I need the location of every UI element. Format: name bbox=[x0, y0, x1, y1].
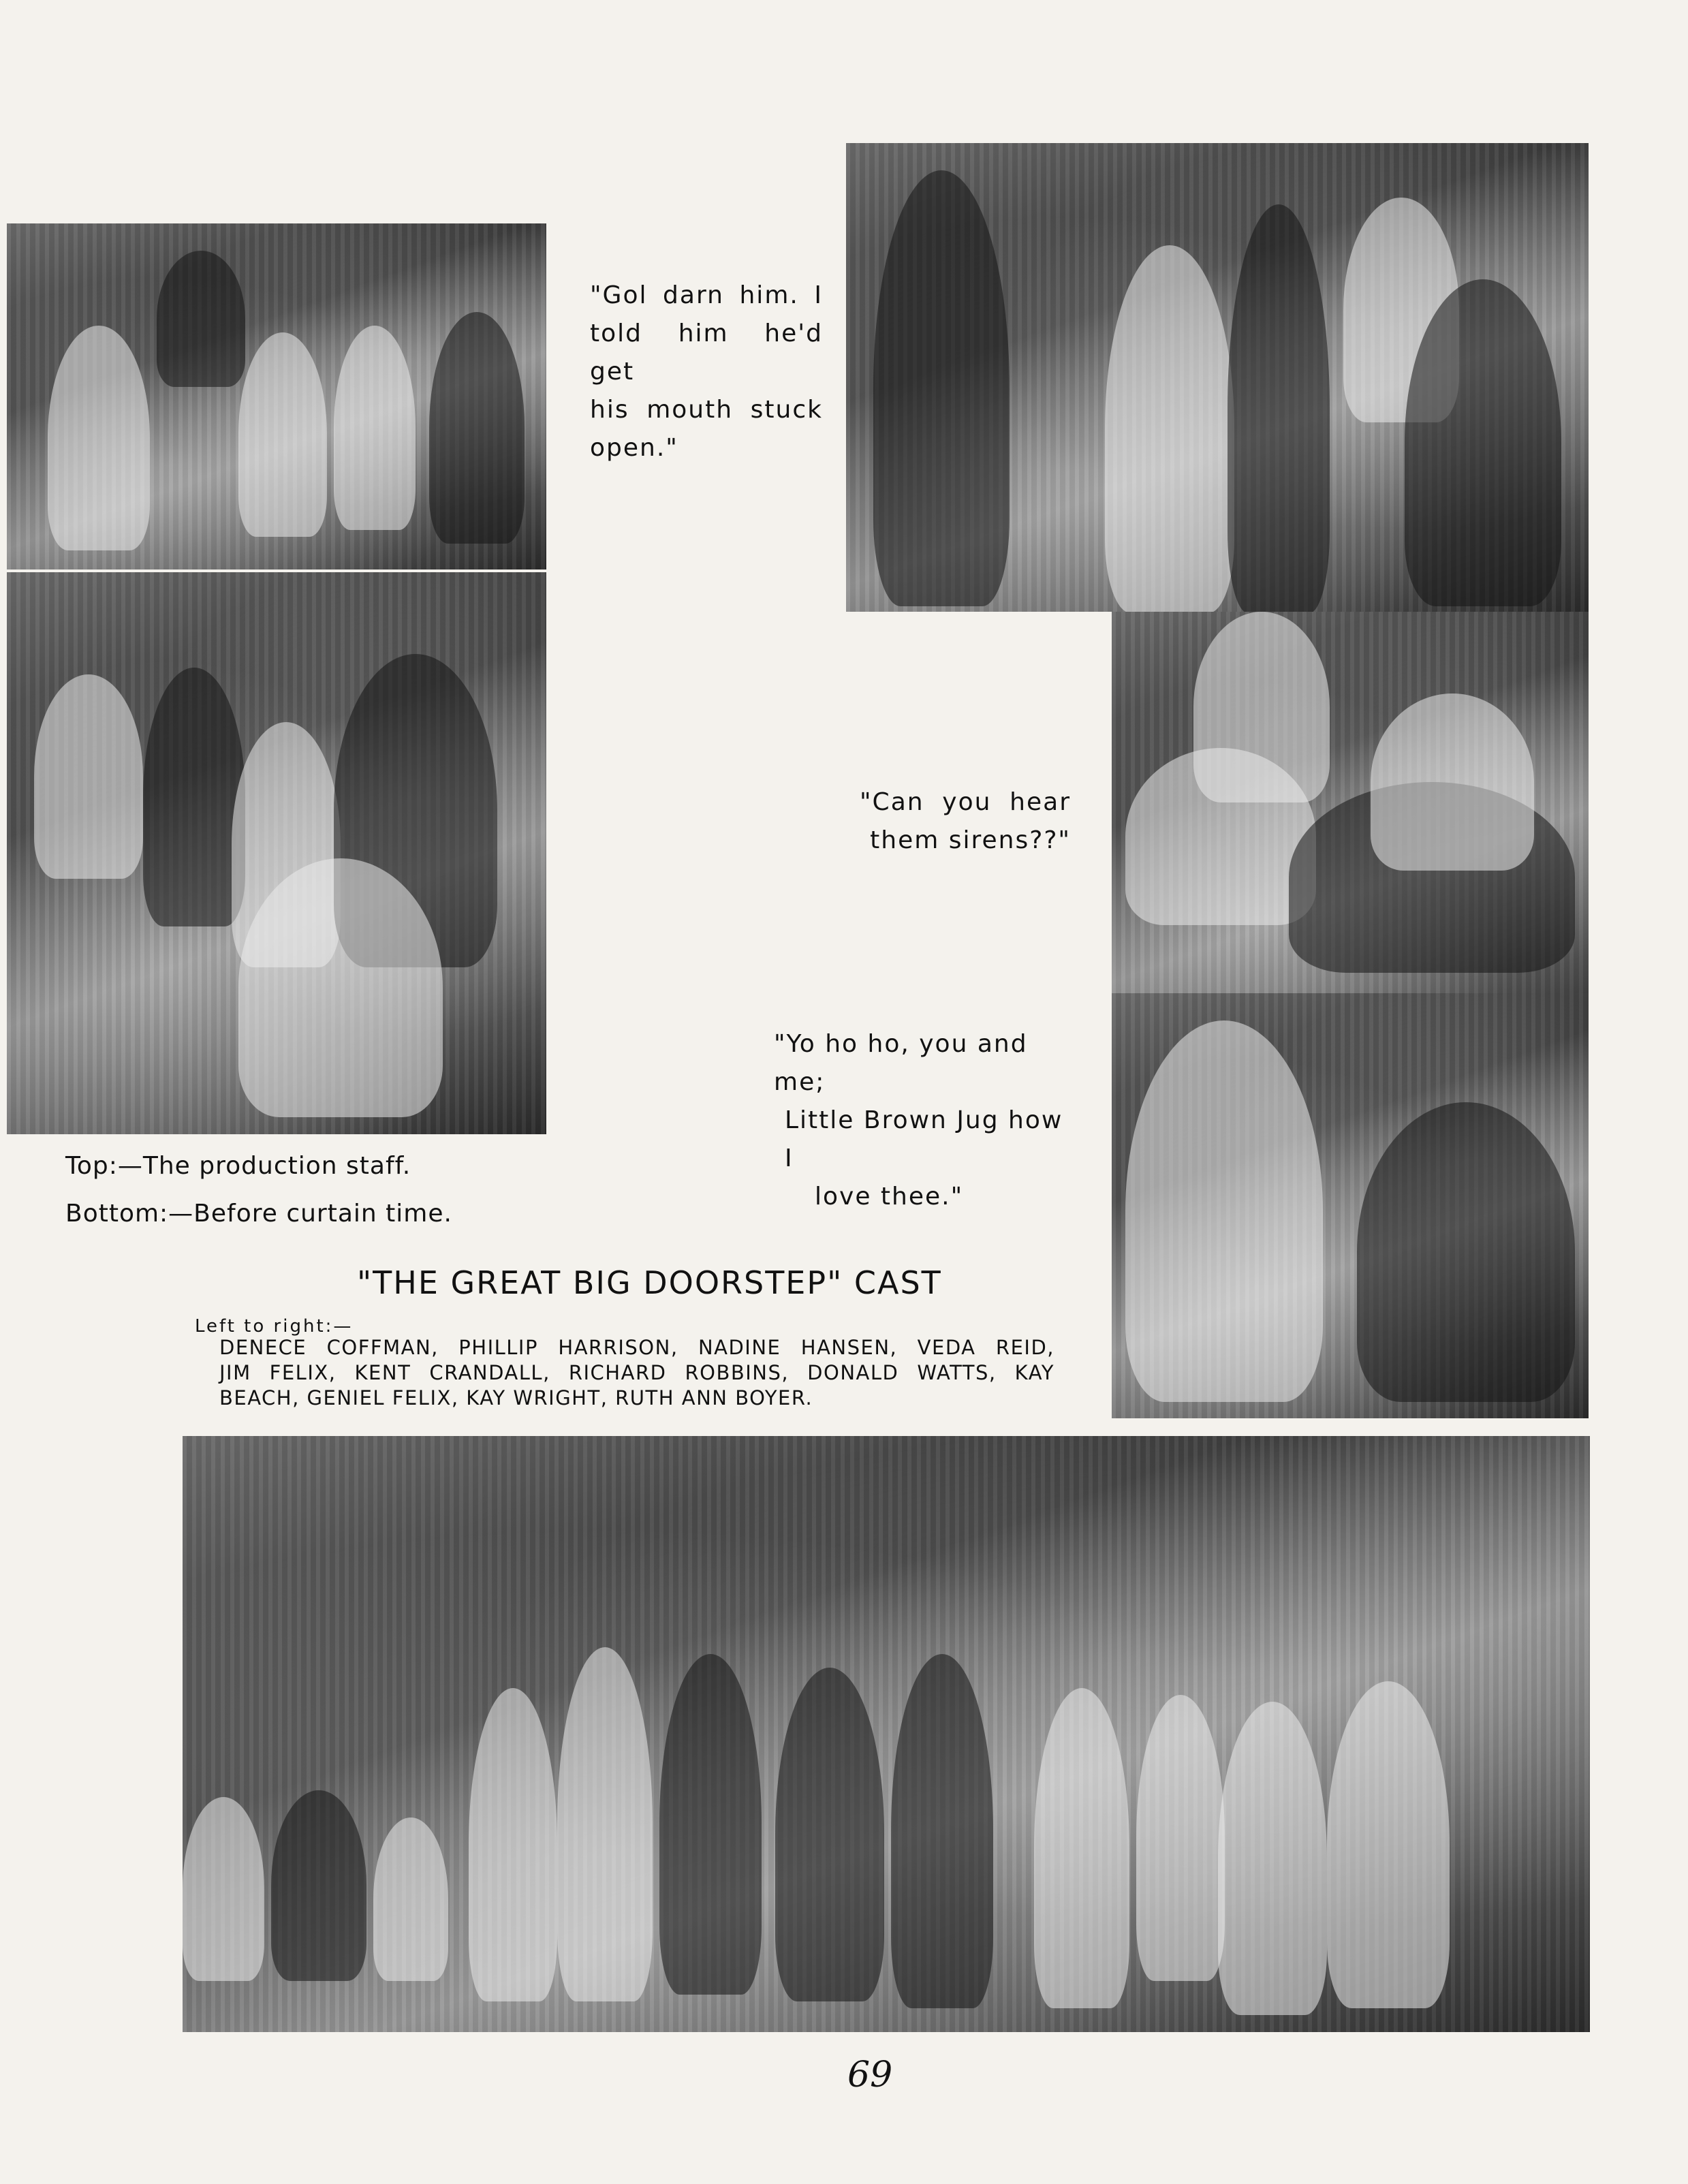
page-number: 69 bbox=[847, 2055, 893, 2095]
quote-line: "Gol darn him. I bbox=[590, 281, 823, 309]
quote-line: love thee." bbox=[815, 1183, 964, 1211]
gol-darn-scene-photo bbox=[846, 143, 1589, 612]
brown-jug-scene-photo bbox=[1112, 993, 1589, 1418]
top-caption: Top:—The production staff. bbox=[65, 1152, 411, 1180]
quote-line: "Yo ho ho, you and me; bbox=[774, 1030, 1028, 1096]
quote-line: Little Brown Jug how I bbox=[785, 1106, 1063, 1172]
quote-line: "Can you hear bbox=[860, 788, 1071, 816]
quote-line: open." bbox=[590, 434, 678, 462]
bottom-caption: Bottom:—Before curtain time. bbox=[65, 1200, 452, 1228]
sirens-scene-photo bbox=[1112, 612, 1589, 1056]
brown-jug-quote bbox=[774, 1025, 1074, 1216]
quote-line: told him he'd get bbox=[590, 319, 823, 386]
sirens-quote bbox=[860, 783, 1071, 860]
cast-names-line: BEACH, GENIEL FELIX, KAY WRIGHT, RUTH ANN BOYER. bbox=[219, 1386, 813, 1409]
cast-names-line: DENECE COFFMAN, PHILLIP HARRISON, NADINE HANSEN, VEDA REID, bbox=[219, 1336, 1054, 1359]
quote-line: them sirens??" bbox=[870, 826, 1071, 854]
cast-names bbox=[219, 1335, 1054, 1411]
full-cast-photo bbox=[183, 1436, 1590, 2032]
left-to-right-label: Left to right:— bbox=[195, 1316, 354, 1337]
cast-names-line: JIM FELIX, KENT CRANDALL, RICHARD ROBBINS, DONALD WATTS, KAY bbox=[219, 1361, 1054, 1384]
quote-line: his mouth stuck bbox=[590, 396, 823, 424]
production-staff-photo bbox=[7, 223, 546, 570]
cast-heading: "THE GREAT BIG DOORSTEP" CAST bbox=[357, 1264, 942, 1301]
before-curtain-photo bbox=[7, 572, 546, 1134]
gol-darn-quote bbox=[590, 277, 823, 467]
